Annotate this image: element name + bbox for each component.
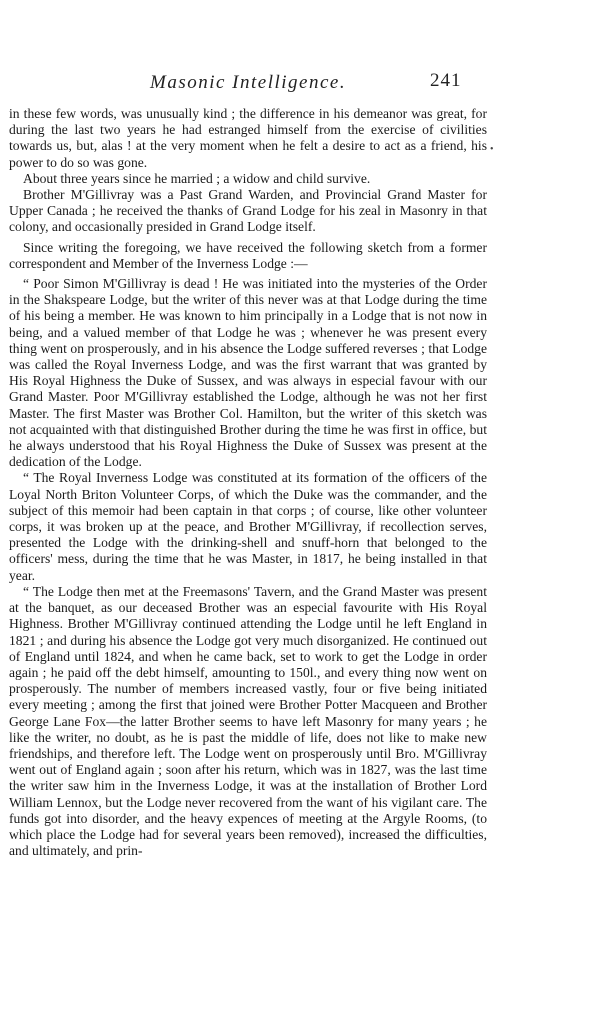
margin-dot: •	[490, 144, 494, 155]
paragraph-quote-initiation: “ Poor Simon M'Gillivray is dead ! He was initiated into the mysteries of the Order in the Shakspeare Lodge, but the writer of this never was at that Lodge during the time of his being a member. He was known to him principally in a Lodge that is not now in being, and a valued member of that Lodge he was ; whenever he was present every thing went on prosperously, and in his absence the Lodge suffered reverses ; that Lodge was called the Royal Inverness Lodge, and was the first warrant that was granted by His Royal Highness the Duke of Sussex, and was always in especial favour with our Grand Master. Poor M'Gillivray established the Lodge, although he was not her first Master. The first Master was Brother Col. Hamilton, but the writer of this sketch was not acquainted with that distinguished Brother during the time he was first in office, but he always understood that his Royal Highness the Duke of Sussex was present at the dedication of the Lodge.	[9, 276, 487, 470]
running-head	[0, 72, 592, 98]
page-number: 241	[430, 70, 462, 91]
paragraph-quote-freemasons-tavern: “ The Lodge then met at the Freemasons' Tavern, and the Grand Master was present at the banquet, as our deceased Brother was an especial favourite with His Royal Highness. Brother M'Gillivray continued attending the Lodge until he left England in 1821 ; and during his absence the Lodge got very much disorganized. He continued out of England until 1824, and when he came back, set to work to get the Lodge in order again ; he paid off the debt himself, amounting to 150l., and every thing now went on prosperously. The number of members increased vastly, four or five being initiated every meeting ; among the first that joined were Brother Potter Macqueen and Brother George Lane Fox—the latter Brother seems to have left Masonry for many years ; he like the writer, no doubt, as he is past the middle of life, does not like to make new friendships, and therefore left. The Lodge went on prosperously until Bro. M'Gillivray went out of England again ; soon after his return, which was in 1827, was the last time the writer saw him in the Inverness Lodge, it was at the installation of Brother Lord William Lennox, but the Lodge never recovered from the want of his vigilant care. The funds got into disorder, and the heavy expences of meeting at the Argyle Rooms, (to which place the Lodge had for several years been removed), increased the difficulties, and ultimately, and prin-	[9, 583, 487, 859]
running-title: Masonic Intelligence.	[150, 72, 347, 93]
paragraph-quote-constitution: “ The Royal Inverness Lodge was constituted at its formation of the officers of the Loyal North Briton Volunteer Corps, of which the Duke was the commander, and the subject of this memoir had been captain in that corps ; of course, like other volunteer corps, it was broken up at the peace, and Brother M'Gillivray, if recollection serves, presented the Lodge with the drinking-shell and snuff-horn that belonged to the officers' mess, during the time that he was Master, in 1817, he being installed in that year.	[9, 470, 487, 583]
paragraph-grand-warden: Brother M'Gillivray was a Past Grand Warden, and Provincial Grand Master for Upper Canada ; he received the thanks of Grand Lodge for his zeal in Masonry in that colony, and occasionally presided in Grand Lodge itself.	[9, 187, 487, 235]
body-text	[9, 106, 487, 859]
paragraph-continued: in these few words, was unusually kind ; the difference in his demeanor was great, for during the last two years he had estranged himself from the exercise of civilities towards us, but, alas ! at the very moment when he felt a desire to act as a friend, his power to do so was gone.	[9, 106, 487, 170]
paragraph-marriage: About three years since he married ; a widow and child survive.	[23, 170, 371, 186]
paragraph-sketch-intro: Since writing the foregoing, we have received the following sketch from a former correspondent and Member of the Inverness Lodge :—	[9, 239, 487, 271]
